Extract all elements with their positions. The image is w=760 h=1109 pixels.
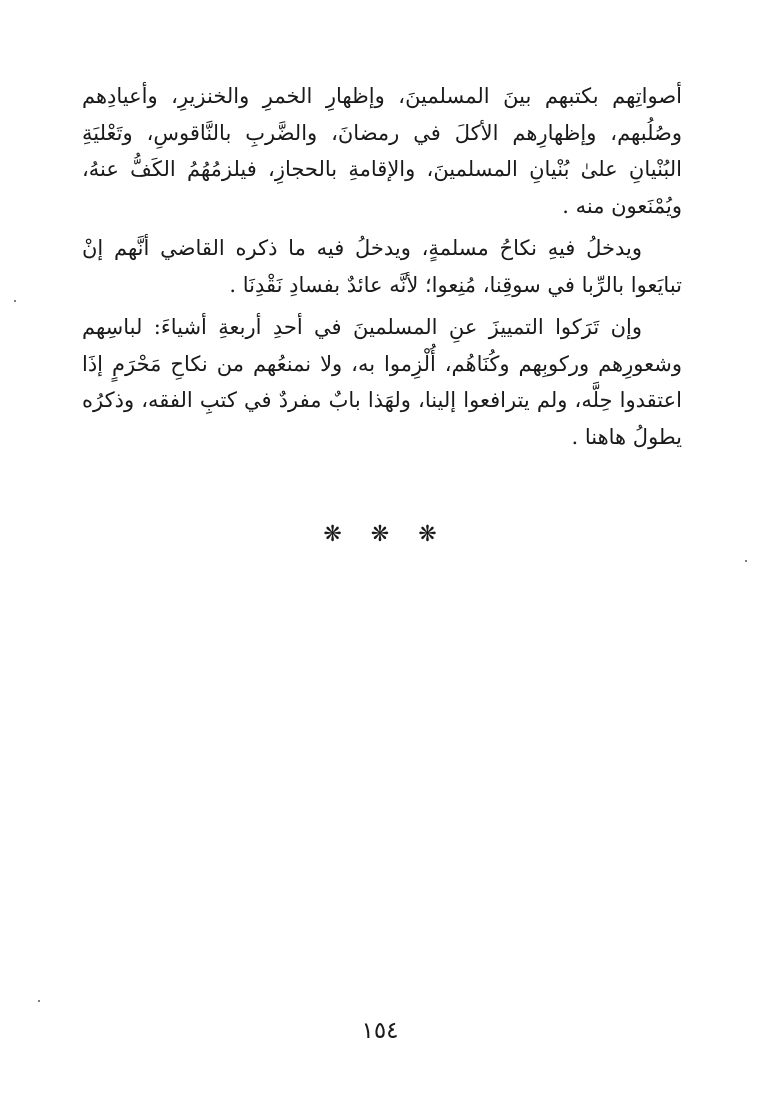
asterism-icon: ❋ (418, 522, 437, 547)
scan-speck (14, 300, 16, 302)
scan-speck (38, 1000, 40, 1002)
page-number: ١٥٤ (361, 1018, 399, 1044)
body-text (82, 78, 682, 455)
paragraph-continuation: أصواتِهم بكتبهم بينَ المسلمينَ، وإظهارِ الخمرِ والخنزيرِ، وأعيادِهم وصُلُبهم، وإظهارِهم الأكلَ في رمضانَ، والضَّربِ بالنَّاقوسِ، وتَعْليَةِ البُنْيانِ علىٰ بُنْيانِ المسلمينَ، والإقامةِ بالحجازِ، فيلزمُهُمُ الكَفُّ عنهُ، ويُمْنَعون منه . (82, 84, 682, 218)
asterism-icon: ❋ (370, 522, 390, 547)
paragraph-distinction: وإن تَرَكوا التمييزَ عنِ المسلمينَ في أحدِ أربعةِ أشياءَ: لباسِهم وشعورِهم وركوبِهم وكُنَاهُم، أُلْزِموا به، ولا نمنعُهم من نكاحِ مَحْرَمٍ إذَا اعتقدوا حِلَّه، ولم يترافعوا إلينا، ولهَذا بابٌ مفردٌ في كتبِ الفقه، وذكرُه يطولُ هاهنا . (82, 315, 682, 449)
paragraph-marriage: ويدخلُ فيهِ نكاحُ مسلمةٍ، ويدخلُ فيه ما ذكره القاضي أنَّهم إنْ تبايَعوا بالرِّبا في سوقِنا، مُنِعوا؛ لأنَّه عائدٌ بفسادِ نَقْدِنَا . (82, 236, 682, 297)
asterism-icon: ❋ (323, 522, 342, 547)
scan-speck (745, 560, 747, 562)
section-separator (0, 522, 760, 547)
